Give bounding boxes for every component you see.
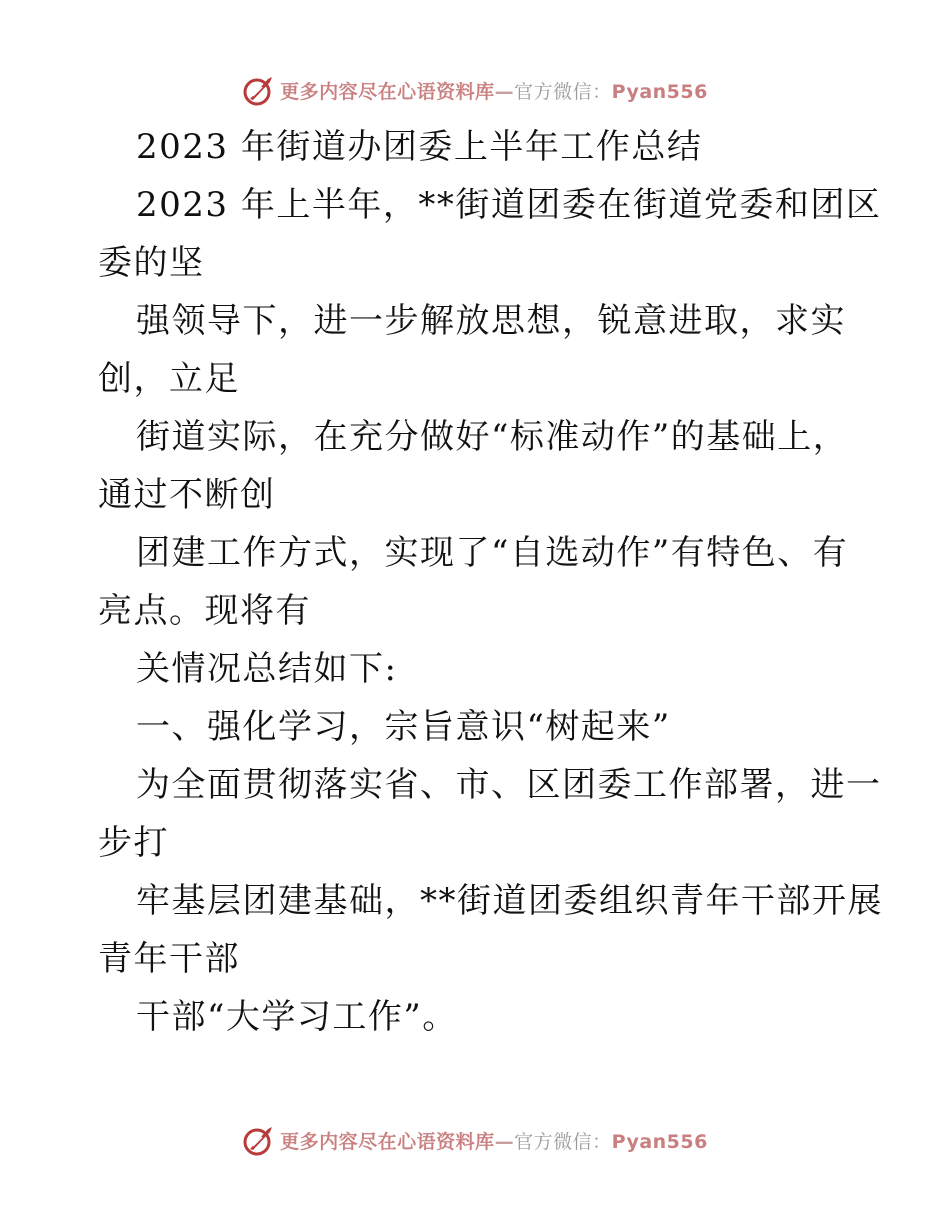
quill-pen-logo-icon: [242, 1123, 276, 1157]
document-line: 一、强化学习，宗旨意识“树起来”: [136, 707, 671, 747]
document-body: [98, 118, 883, 1046]
watermark-text: [280, 1127, 708, 1154]
document-line: 关情况总结如下:: [136, 649, 398, 689]
document-line: 为全面贯彻落实省、市、区团委工作部署，进一: [136, 765, 882, 805]
watermark-text: [280, 77, 708, 104]
document-line: 2023 年街道办团委上半年工作总结: [136, 127, 703, 167]
document-line: 强领导下，进一步解放思想，锐意进取，求实: [136, 301, 846, 341]
watermark-main-text: 更多内容尽在心语资料库: [280, 1130, 495, 1153]
watermark-separator: —: [494, 80, 515, 103]
document-line: 牢基层团建基础，**街道团委组织青年干部开展: [136, 881, 883, 921]
document-line: 街道实际，在充分做好“标准动作”的基础上，: [136, 417, 849, 457]
document-line: 青年干部: [98, 939, 240, 979]
footer-watermark-banner: [0, 1120, 950, 1160]
document-line: 团建工作方式，实现了“自选动作”有特色、有: [136, 533, 849, 573]
watermark-separator: —: [494, 1130, 515, 1153]
watermark-main-text: 更多内容尽在心语资料库: [280, 80, 495, 103]
watermark-wechat-id: Pyan556: [611, 1130, 708, 1153]
document-line: 亮点。现将有: [98, 591, 311, 631]
quill-pen-logo-icon: [242, 73, 276, 107]
header-watermark-banner: [0, 70, 950, 110]
watermark-wechat-label: 官方微信：: [514, 1130, 612, 1153]
document-line: 干部“大学习工作”。: [136, 997, 458, 1037]
document-line: 步打: [98, 823, 169, 863]
document-line: 创，立足: [98, 359, 240, 399]
document-line: 通过不断创: [98, 475, 276, 515]
document-line: 委的坚: [98, 243, 205, 283]
document-line: 2023 年上半年，**街道团委在街道党委和团区: [136, 185, 882, 225]
watermark-wechat-label: 官方微信：: [514, 80, 612, 103]
watermark-wechat-id: Pyan556: [611, 80, 708, 103]
